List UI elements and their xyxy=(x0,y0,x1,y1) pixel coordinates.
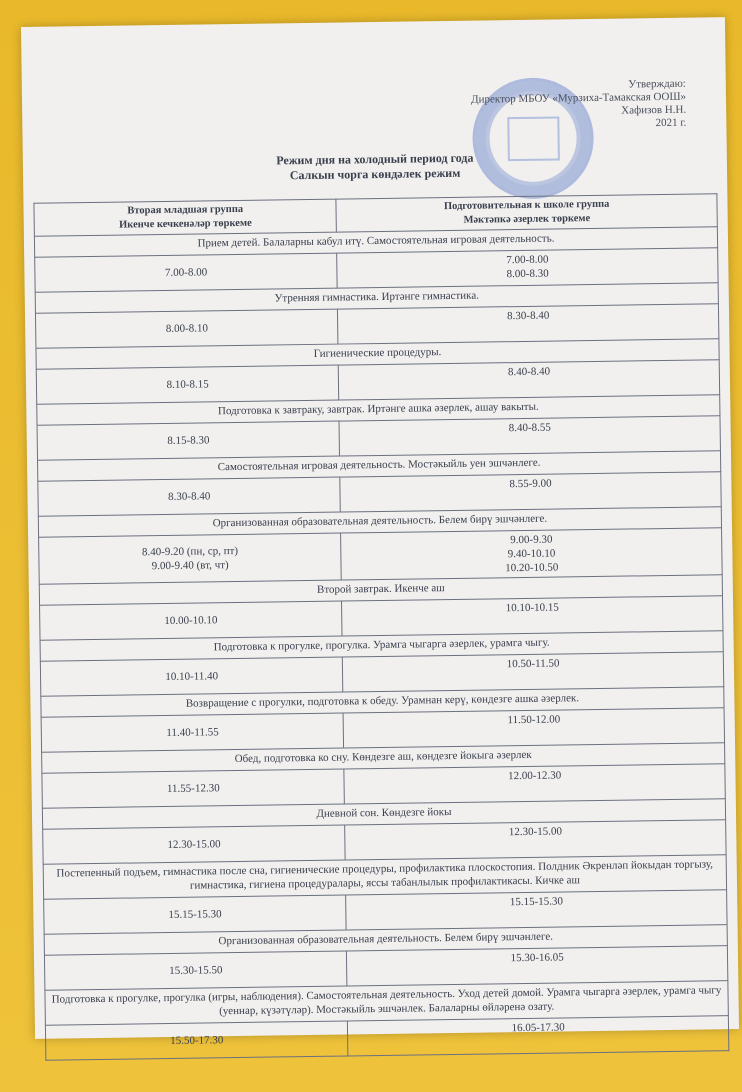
title-tt: Салкын чорга көндәлек режим xyxy=(289,165,461,183)
time-value: 10.50-11.50 xyxy=(506,657,560,671)
approval-block xyxy=(386,78,687,134)
activity-cell: Подготовка к завтраку, завтрак. Иртәнге ашка әзерлек, ашау вакыты. xyxy=(37,395,720,426)
document-page xyxy=(21,17,739,1047)
time-cell-left xyxy=(41,713,344,752)
time-value: 7.00-8.00 xyxy=(164,266,208,279)
time-value: 8.40-8.55 xyxy=(508,421,551,435)
time-value: 8.40-9.20 (пн, ср, пт) xyxy=(141,544,239,559)
time-value: 15.15-15.30 xyxy=(509,895,564,909)
activity-cell: Утренняя гимнастика. Иртәнге гимнастика. xyxy=(35,283,718,314)
document-title xyxy=(23,147,727,187)
time-value: 8.30-8.40 xyxy=(168,490,211,503)
activity-cell: Организованная образовательная деятельность. Белем бирү эшчәнлеге. xyxy=(38,507,721,538)
time-value: 9.00-9.40 (вт, чт) xyxy=(151,559,229,573)
activity-cell: Возвращение с прогулки, подготовка к обеду. Урамнан керү, көндезге ашка әзерлек. xyxy=(41,687,724,718)
activity-cell: Гигиенические процедуры. xyxy=(36,339,719,370)
activity-cell: Второй завтрак. Икенче аш xyxy=(39,575,722,606)
time-cell-right xyxy=(341,528,722,580)
time-value: 8.10-8.15 xyxy=(166,378,209,391)
time-value: 8.00-8.10 xyxy=(165,322,209,335)
time-cell-right xyxy=(339,360,720,400)
approval-line-1: Утверждаю: xyxy=(628,77,686,91)
schedule-body xyxy=(34,194,729,1060)
header-left-tt: Икенче кечкенәләр төркеме xyxy=(118,217,252,231)
schedule-table xyxy=(33,193,729,1060)
header-left xyxy=(34,199,337,236)
time-cell-right xyxy=(347,946,728,986)
time-value: 8.40-8.40 xyxy=(507,365,551,379)
header-right-ru: Подготовительная к школе группа xyxy=(443,198,610,213)
time-cell-left xyxy=(37,421,340,460)
header-right xyxy=(336,194,717,232)
time-value: 8.30-8.40 xyxy=(507,309,550,323)
time-cell-left xyxy=(40,657,343,696)
time-value: 10.00-10.10 xyxy=(164,614,218,628)
approval-line-4: 2021 г. xyxy=(655,116,687,130)
time-cell-left xyxy=(43,825,346,864)
time-value: 11.55-12.30 xyxy=(166,782,220,796)
time-cell-left xyxy=(38,477,341,516)
time-cell-right xyxy=(342,596,723,636)
time-cell-left xyxy=(42,769,345,808)
time-value: 15.50-17.30 xyxy=(170,1034,224,1047)
activity-cell: Обед, подготовка ко сну. Көндезге аш, көндезге йокыга әзерлек xyxy=(42,743,725,774)
time-cell-right xyxy=(344,764,725,804)
time-value: 10.10-11.40 xyxy=(165,670,219,684)
time-cell-right xyxy=(339,416,720,456)
time-value: 12.30-15.00 xyxy=(167,838,221,851)
time-value: 9.00-9.30 xyxy=(510,533,553,547)
time-cell-right xyxy=(348,1016,729,1056)
time-value: 8.00-8.30 xyxy=(506,267,549,281)
approval-line-3: Хафизов Н.Н. xyxy=(621,103,687,117)
time-cell-left xyxy=(44,951,347,990)
time-cell-left xyxy=(35,309,338,348)
activity-cell: Прием детей. Балаларны кабул итү. Самостоятельная игровая деятельность. xyxy=(34,227,717,258)
time-cell-left xyxy=(35,253,338,292)
time-value: 7.00-8.00 xyxy=(506,253,549,267)
time-value: 15.30-15.50 xyxy=(169,964,223,977)
time-cell-left xyxy=(45,1021,348,1060)
time-value: 9.40-10.10 xyxy=(507,547,556,561)
time-value: 16.05-17.30 xyxy=(511,1021,565,1035)
header-right-tt: Мәктәпкә әзерлек төркеме xyxy=(463,213,591,226)
time-cell-left xyxy=(39,533,342,584)
activity-cell: Организованная образовательная деятельность. Белем бирү эшчәнлеге. xyxy=(44,925,727,956)
approval-line-2: Директор МБОУ «Мурзиха-Тамакская ООШ» xyxy=(470,90,687,106)
time-cell-right xyxy=(340,472,721,512)
activity-cell: Подготовка к прогулке, прогулка (игры, наблюдения). Самостоятельная деятельность. Уход детей домой. Урамга чыгарга әзерлек, урамга чыгу (уеннар, күзәтүләр). Мостәкыйль эшчәнлек. Балаларны өйләренә озату. xyxy=(45,981,728,1026)
time-value: 15.15-15.30 xyxy=(168,908,222,921)
time-cell-right xyxy=(343,708,724,748)
time-value: 8.15-8.30 xyxy=(167,434,210,447)
activity-cell: Дневной сон. Көндезге йокы xyxy=(42,799,725,830)
time-cell-right xyxy=(343,652,724,692)
time-cell-left xyxy=(44,895,347,934)
time-cell-right xyxy=(337,248,718,288)
header-left-ru: Вторая младшая группа xyxy=(127,203,244,217)
time-value: 12.00-12.30 xyxy=(507,769,562,783)
time-value: 12.30-15.00 xyxy=(508,825,563,839)
activity-cell: Подготовка к прогулке, прогулка. Урамга чыгарга әзерлек, урамга чыгу. xyxy=(40,631,723,662)
activity-cell: Самостоятельная игровая деятельность. Мостәкыйль уен эшчәнлеге. xyxy=(38,451,721,482)
time-value: 8.55-9.00 xyxy=(509,477,552,491)
title-ru: Режим дня на холодный период года xyxy=(276,150,474,168)
time-value: 11.40-11.55 xyxy=(166,726,219,740)
time-cell-left xyxy=(40,601,343,640)
time-cell-right xyxy=(338,304,719,344)
time-cell-right xyxy=(345,820,726,860)
time-value: 10.10-10.15 xyxy=(505,601,559,615)
activity-cell: Постепенный подъем, гимнастика после сна, гигиенические процедуры, профилактика плоскостопия. Полдник Әкренләп йокыдан торгызу, гимнастика, гигиена процедуралары, ясcы табанлылык профилактикасы. Кичке аш xyxy=(43,855,726,900)
time-cell-left xyxy=(36,365,339,404)
time-cell-right xyxy=(346,890,727,930)
time-value: 11.50-12.00 xyxy=(507,713,561,727)
time-value: 15.30-16.05 xyxy=(510,951,564,965)
time-value: 10.20-10.50 xyxy=(505,561,559,575)
